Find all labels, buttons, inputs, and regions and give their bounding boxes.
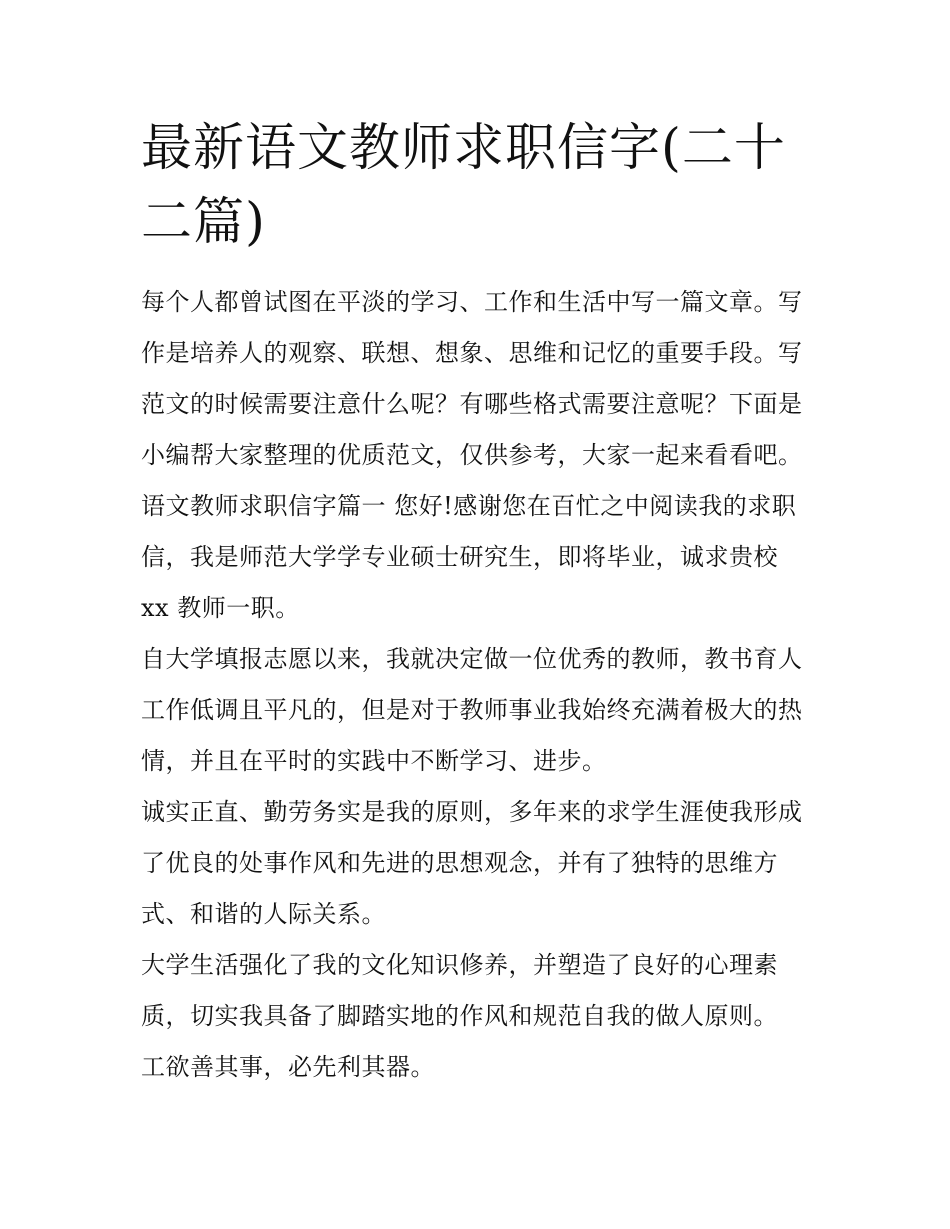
- text-line: xx 教师一职。: [141, 594, 300, 622]
- text-line: 大学生活强化了我的文化知识修养，并塑造了良好的心理素: [141, 951, 778, 979]
- document-title: 最新语文教师求职信字(二十二篇): [141, 119, 786, 252]
- text-line: 范文的时候需要注意什么呢？有哪些格式需要注意呢？下面是: [141, 390, 803, 418]
- text-line: 自大学填报志愿以来，我就决定做一位优秀的教师，教书育人: [141, 645, 803, 673]
- text-line: 工欲善其事，必先利其器。: [141, 1053, 435, 1081]
- text-line: 诚实正直、勤劳务实是我的原则，多年来的求学生涯使我形成: [141, 798, 803, 826]
- text-line: 式、和谐的人际关系。: [141, 900, 386, 928]
- text-line: 质，切实我具备了脚踏实地的作风和规范自我的做人原则。: [141, 1002, 778, 1030]
- text-line: 工作低调且平凡的，但是对于教师事业我始终充满着极大的热: [141, 696, 803, 724]
- text-line: 信，我是师范大学学专业硕士研究生，即将毕业，诚求贵校: [141, 543, 778, 571]
- text-line: 每个人都曾试图在平淡的学习、工作和生活中写一篇文章。写: [141, 288, 803, 316]
- text-line: 情，并且在平时的实践中不断学习、进步。: [141, 747, 607, 775]
- document-body: [141, 277, 813, 1093]
- text-line: 语文教师求职信字篇一 您好!感谢您在百忙之中阅读我的求职: [141, 492, 797, 520]
- text-line: 小编帮大家整理的优质范文，仅供参考，大家一起来看看吧。: [141, 441, 803, 469]
- text-line: 了优良的处事作风和先进的思想观念，并有了独特的思维方: [141, 849, 778, 877]
- text-line: 作是培养人的观察、联想、想象、思维和记忆的重要手段。写: [141, 339, 803, 367]
